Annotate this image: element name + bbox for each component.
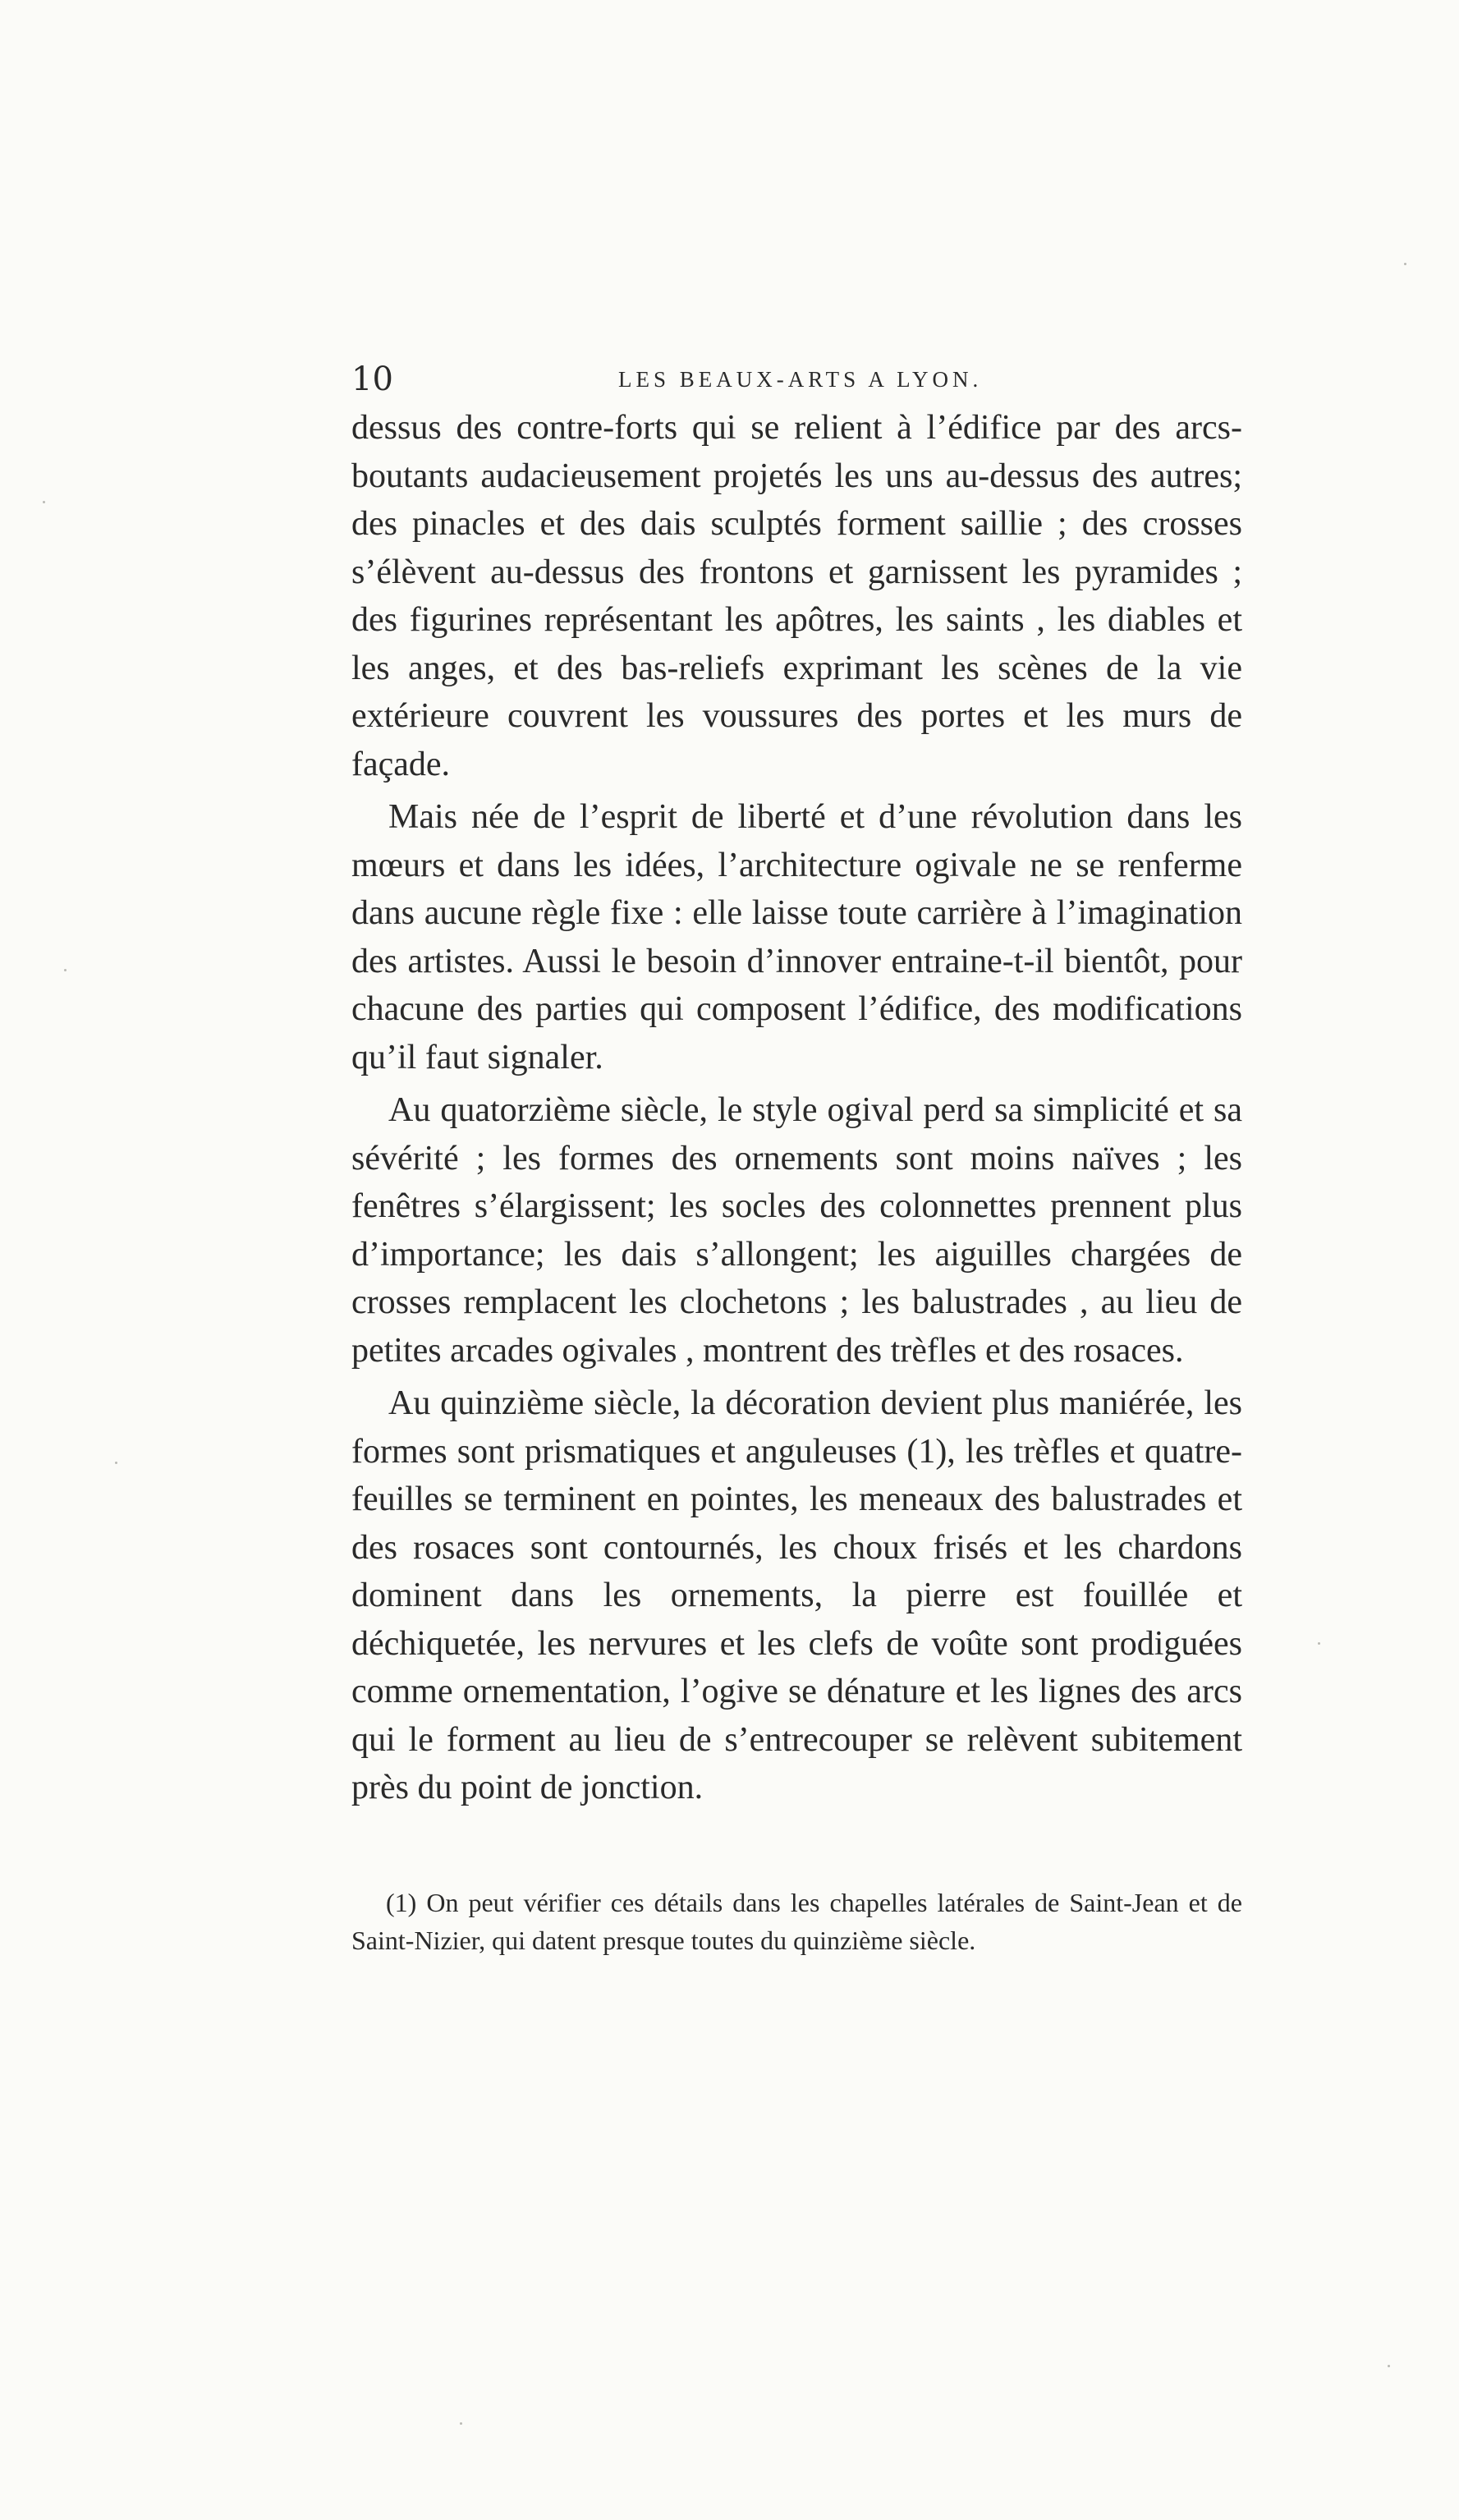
paper-speck [1404, 263, 1406, 265]
footnote [351, 1884, 1242, 1959]
paragraph-fourteenth-century: Au quatorzième siècle, le style ogival perd sa simplicité et sa sévérité ; les formes des ornements sont moins naïves ; les fenêtres s’élargissent; les socles des colonnettes prennent plus d’importance; les dais s’allongent; les aiguilles chargées de crosses remplacent les clochetons ; les balustrades , au lieu de petites arcades ogivales , montrent des trèfles et des rosaces. [351, 1091, 1242, 1370]
paragraph-ogival-liberty: Mais née de l’esprit de liberté et d’une révolution dans les mœurs et dans les idées, l’architecture ogivale ne se renferme dans aucune règle fixe : elle laisse toute carrière à l’imagination des artistes. Aussi le besoin d’innover entraine-t-il bientôt, pour chacune des parties qui composent l’édifice, des modifications qu’il faut signaler. [351, 798, 1242, 1076]
footnote-text: (1) On peut vérifier ces détails dans les chapelles latérales de Saint-Jean et de Saint-Nizier, qui datent presque toutes du quinzième siècle. [351, 1888, 1242, 1955]
paper-speck [1388, 2365, 1390, 2367]
paper-speck [115, 1462, 117, 1464]
paper-speck [1318, 1642, 1320, 1645]
body-text [351, 404, 1242, 1812]
running-head [351, 355, 1242, 404]
paragraph-continued: dessus des contre-forts qui se relient à l’édifice par des arcs-boutants audacieusement projetés les uns au-dessus des autres; des pinacles et des dais sculptés forment saillie ; des crosses s’élèvent au-dessus des frontons et garnissent les pyramides ; des figurines représentant les apôtres, les saints , les diables et les anges, et des bas-reliefs exprimant les scènes de la vie extérieure couvrent les voussures des portes et les murs de façade. [351, 409, 1242, 783]
paragraph-fifteenth-century: Au quinzième siècle, la décoration devient plus maniérée, les formes sont prismatiques et anguleuses (1), les trèfles et quatre-feuilles se terminent en pointes, les meneaux des balustrades et des rosaces sont contournés, les choux frisés et les chardons dominent dans les ornements, la pierre est fouillée et déchiquetée, les nervures et les clefs de voûte sont prodiguées comme ornementation, l’ogive se dénature et les lignes des arcs qui le forment au lieu de s’entrecouper se relèvent subitement près du point de jonction. [351, 1384, 1242, 1806]
page-number: 10 [351, 360, 393, 398]
paper-speck [43, 501, 45, 503]
running-title: LES BEAUX-ARTS A LYON. [618, 367, 983, 392]
paper-speck [64, 969, 67, 971]
paper-speck [460, 2422, 462, 2425]
